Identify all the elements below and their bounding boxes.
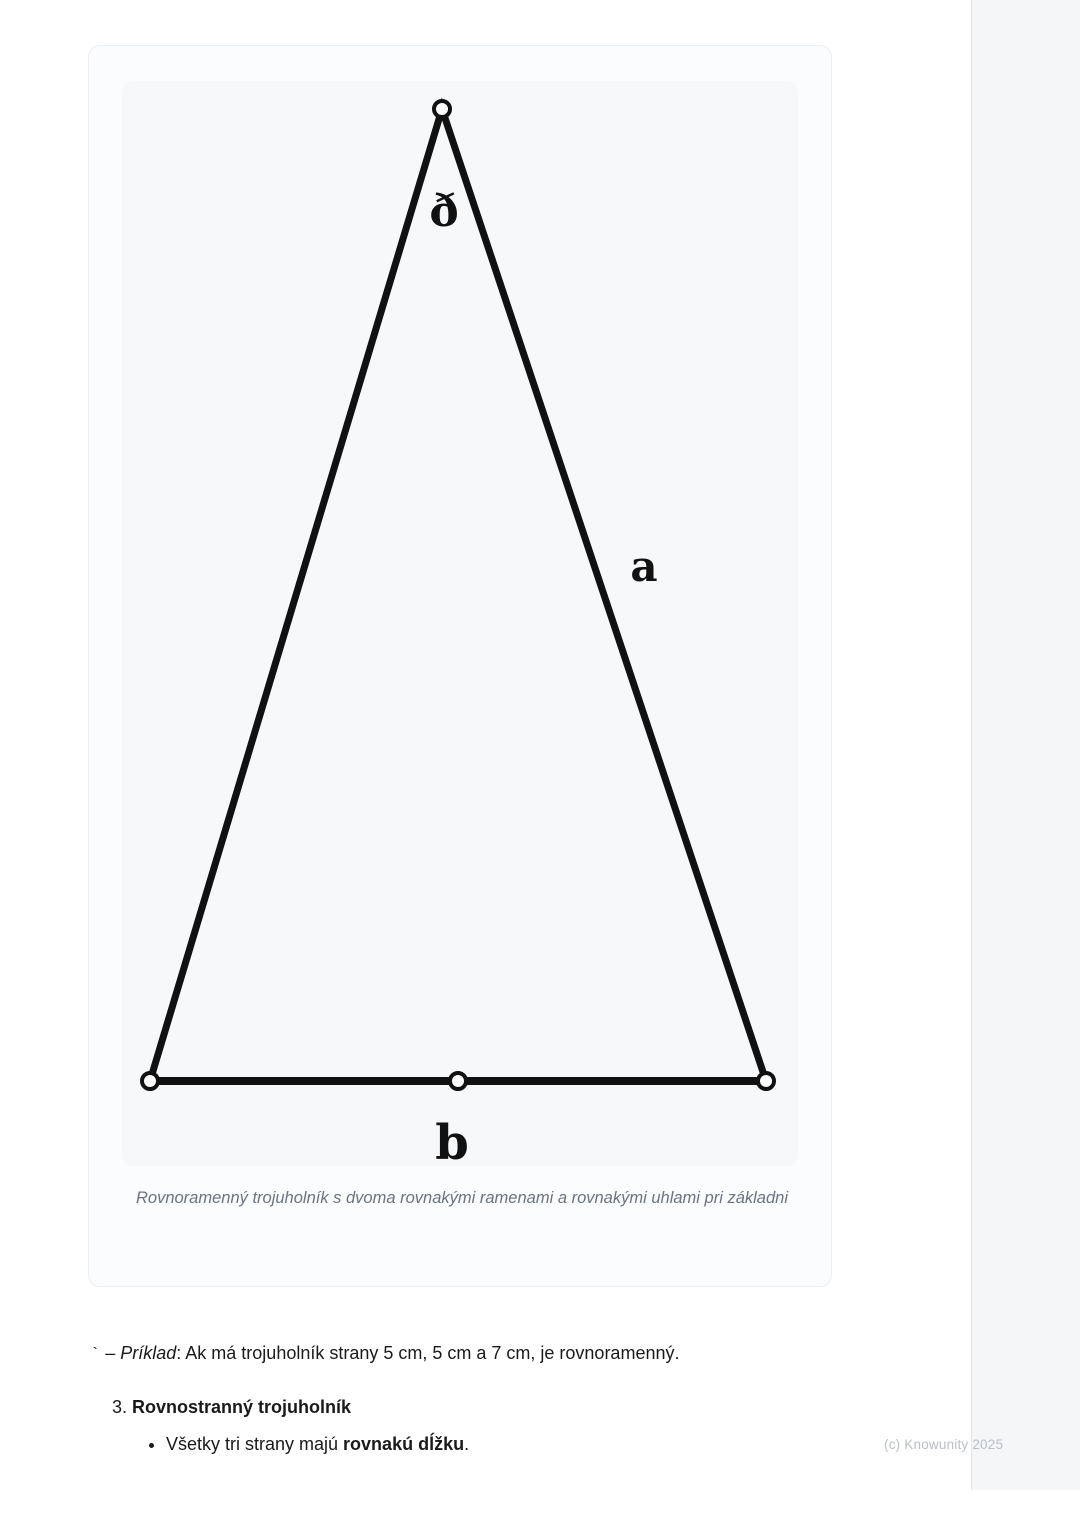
- example-label: Príklad: [120, 1343, 177, 1363]
- content-list-block: [96, 1393, 896, 1459]
- list-item-heading: Rovnostranný trojuholník: [132, 1397, 352, 1417]
- bullet-text-after: .: [464, 1433, 470, 1454]
- numbered-list: [96, 1393, 896, 1459]
- bullet-list: [132, 1430, 896, 1459]
- figure-card: [88, 45, 832, 1287]
- isosceles-triangle-diagram: [122, 81, 798, 1166]
- label-apex-angle: ð: [429, 186, 459, 237]
- example-dash: –: [105, 1343, 116, 1363]
- figure-caption: Rovnoramenný trojuholník s dvoma rovnakými ramenami a rovnakými uhlami pri základni: [135, 1189, 789, 1207]
- vertex-node-bottom-right: [758, 1073, 774, 1089]
- vertex-node-bottom-left: [142, 1073, 158, 1089]
- bullet-text-before: Všetky tri strany majú: [166, 1433, 344, 1454]
- figure-image-area: [122, 81, 798, 1166]
- bullet-text-bold: rovnakú dĺžku: [343, 1433, 465, 1454]
- watermark: (c) Knowunity 2025: [884, 1437, 1004, 1452]
- page-edge-strip: [971, 0, 1080, 1490]
- label-base-b: b: [435, 1115, 469, 1166]
- label-leg-a: a: [630, 542, 658, 591]
- example-paragraph: [90, 1340, 870, 1369]
- example-text: : Ak má trojuholník strany 5 cm, 5 cm a 7 cm, je rovnoramenný.: [176, 1343, 680, 1363]
- list-item-equilateral: [132, 1393, 896, 1459]
- vertex-node-base-midpoint: [450, 1073, 466, 1089]
- backtick-char: `: [90, 1346, 101, 1365]
- triangle-legs: [150, 109, 766, 1081]
- bullet-item: [166, 1430, 896, 1459]
- vertex-node-apex: [434, 101, 450, 117]
